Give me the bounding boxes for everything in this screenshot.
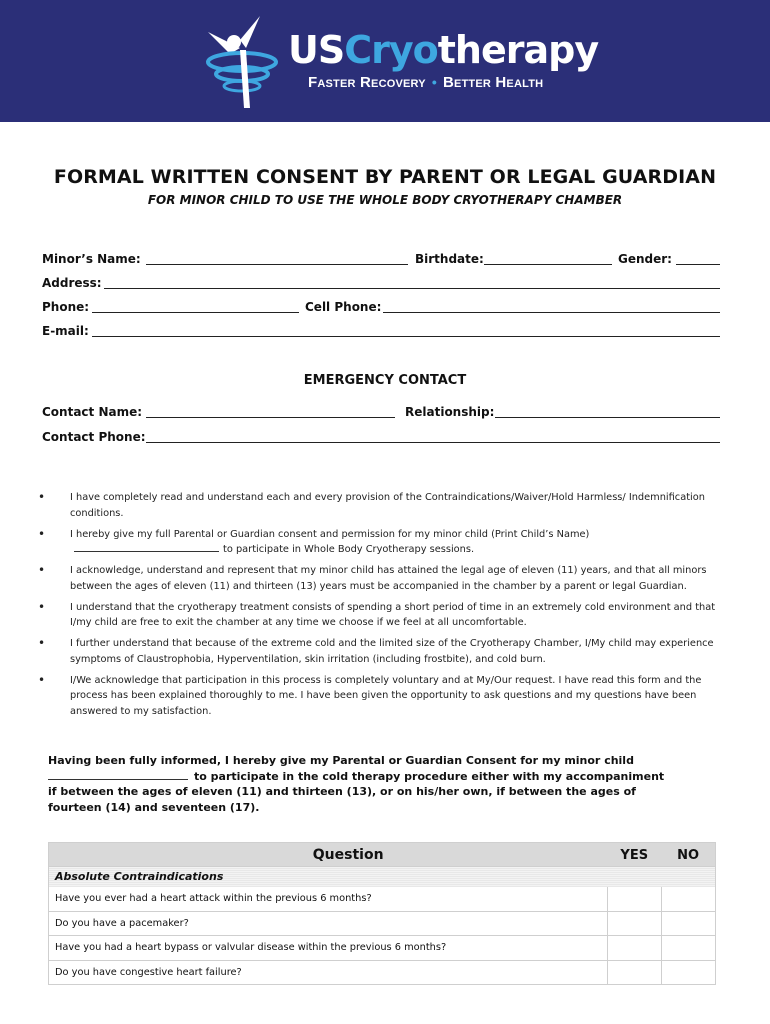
yes-checkbox[interactable] [607,912,661,936]
table-row [48,912,716,937]
brand-tagline [308,74,543,91]
no-checkbox[interactable] [661,961,715,985]
contact-phone-label: Contact Phone: [42,430,146,444]
yes-checkbox[interactable] [607,936,661,960]
consent-line-2: to participate in the cold therapy procedure either with my accompaniment [194,769,665,783]
address-field[interactable] [104,288,720,289]
list-item [38,673,728,720]
address-label: Address: [42,276,102,290]
provision-text: I have completely read and understand each and every provision of the Contraindications/Waiver/Hold Harmless/ Indemnification conditions. [70,492,705,519]
question-text: Do you have a pacemaker? [55,917,189,929]
bullet-icon: • [38,563,46,577]
birthdate-label: Birthdate: [415,252,484,266]
no-checkbox[interactable] [661,887,715,911]
form-subtitle: FOR MINOR CHILD TO USE THE WHOLE BODY CRYOTHERAPY CHAMBER [147,193,623,207]
yes-checkbox[interactable] [607,961,661,985]
table-row [48,936,716,961]
logo-figure-icon [200,10,290,110]
question-text: Have you ever had a heart attack within the previous 6 months? [55,893,372,904]
brand-therapy: therapy [437,28,599,72]
minor-name-field[interactable] [146,264,408,265]
consent-line-1: Having been fully informed, I hereby give my Parental or Guardian Consent for my minor child [48,754,634,767]
list-item [38,563,728,594]
emergency-contact-heading: EMERGENCY CONTACT [303,373,467,388]
contraindications-table [48,842,716,985]
provisions-list [38,490,728,719]
consent-line-3: if between the ages of eleven (11) and thirteen (13), or on his/her own, if between the ages of fourteen (14) and seventeen (17). [48,785,636,814]
email-field[interactable] [92,336,720,337]
provision-text: I further understand that because of the extreme cold and the limited size of the Cryotherapy Chamber, I/My child may experience symptoms of Claustrophobia, Hyperventilation, skin irritation (including frostbite), and cold burn. [70,638,714,665]
tagline-separator: • [431,74,437,90]
brand-us: US [288,28,345,72]
provision-text: to participate in Whole Body Cryotherapy sessions. [223,544,475,555]
list-item [38,600,728,631]
table-row [48,887,716,912]
bullet-icon: • [38,490,46,504]
provision-text: I understand that the cryotherapy treatment consists of spending a short period of time in an extremely cold environment and that I/my child are free to exit the chamber at any time we choose if we feel at all uncomfortable. [70,601,716,628]
contact-name-field[interactable] [146,417,395,418]
bullet-icon: • [38,599,46,614]
relationship-label: Relationship: [405,405,495,419]
email-label: E-mail: [42,324,89,338]
provision-text: I hereby give my full Parental or Guardian consent and permission for my minor child (Print Child’s Name) [70,528,590,540]
question-text: Have you had a heart bypass or valvular disease within the previous 6 months? [55,942,447,953]
header-banner [0,0,770,122]
tagline-left: Faster Recovery [308,74,426,91]
list-item [38,636,728,667]
yes-column-header: YES [620,848,649,863]
brand-cryo: Cryo [344,28,438,72]
question-text: Do you have congestive heart failure? [55,966,242,978]
consent-child-name-field[interactable] [48,769,188,780]
phone-label: Phone: [42,300,90,314]
contact-name-label: Contact Name: [42,405,143,419]
provision-text: I acknowledge, understand and represent that my minor child has attained the legal age of eleven (11) years, and that all minors between the ages of eleven (11) and thirteen (13) years must be accompanied in the chamber by a parent or legal Guardian. [70,565,707,592]
table-row [48,961,716,986]
cell-phone-field[interactable] [383,312,720,313]
table-header [48,842,716,867]
bullet-icon: • [38,526,46,541]
phone-field[interactable] [92,312,299,313]
contact-phone-field[interactable] [146,442,720,443]
no-checkbox[interactable] [661,912,715,936]
question-column-header: Question [312,847,384,863]
section-heading: Absolute Contraindications [48,867,716,887]
birthdate-field[interactable] [484,264,612,265]
bullet-icon: • [38,636,46,650]
no-checkbox[interactable] [661,936,715,960]
list-item [38,527,728,558]
gender-field[interactable] [676,264,720,265]
gender-label: Gender: [618,252,672,266]
cell-phone-label: Cell Phone: [305,300,382,314]
list-item [38,490,728,521]
bullet-icon: • [38,672,46,687]
brand-logotype [288,28,598,72]
child-name-field[interactable] [74,542,219,552]
provision-text: I/We acknowledge that participation in this process is completely voluntary and at My/Our request. I have read this form and the process has been explained thoroughly to me. I have been given the opportunity to ask questions and my questions have been answered to my satisfaction. [70,674,702,717]
tagline-right: Better Health [442,74,544,91]
minor-name-label: Minor’s Name: [42,252,141,266]
form-title: FORMAL WRITTEN CONSENT BY PARENT OR LEGAL GUARDIAN [53,166,717,188]
no-column-header: NO [677,848,700,863]
yes-checkbox[interactable] [607,887,661,911]
consent-statement [48,753,688,815]
relationship-field[interactable] [495,417,720,418]
